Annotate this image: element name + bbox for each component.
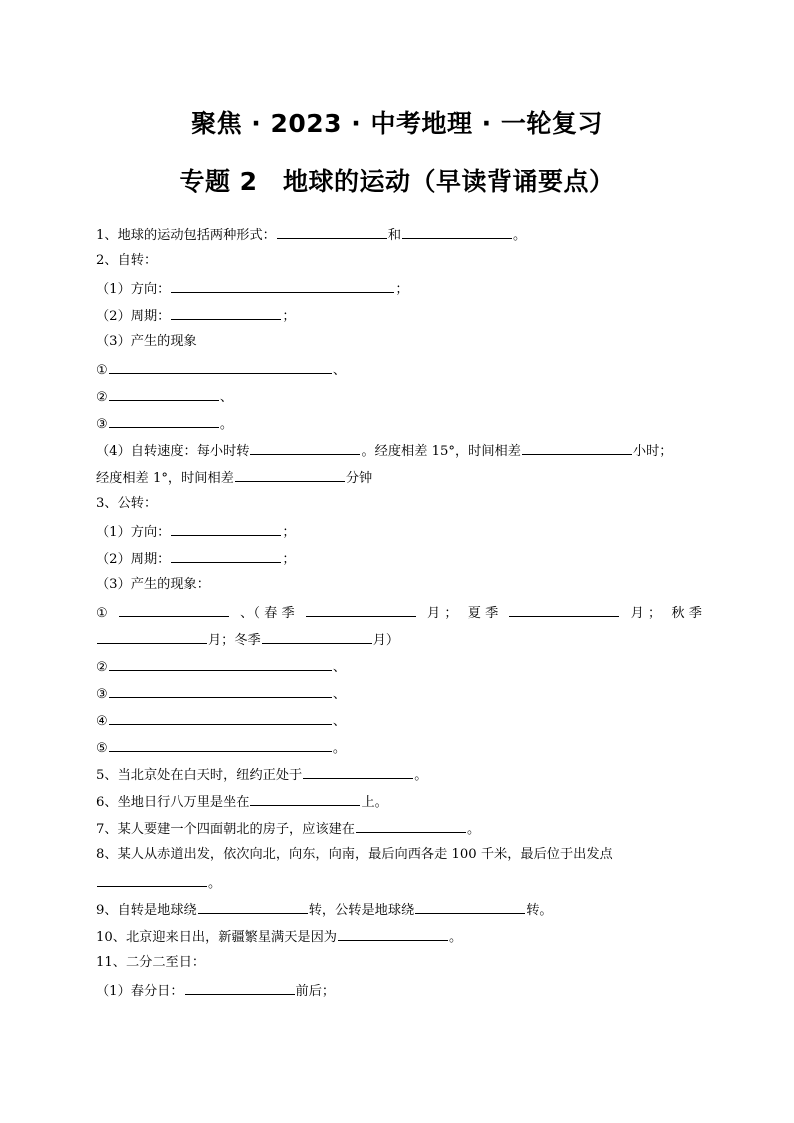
question-9: 9、自转是地球绕 转，公转是地球绕 转。 bbox=[96, 899, 702, 926]
revolution-phenomenon-5: ⑤ 。 bbox=[96, 737, 702, 764]
question-7: 7、某人要建一个四面朝北的房子，应该建在 。 bbox=[96, 818, 702, 845]
rotation-direction: （1）方向： ； bbox=[96, 278, 702, 305]
answer-blank[interactable] bbox=[277, 224, 387, 239]
revolution-period: （2）周期： ； bbox=[96, 548, 702, 575]
rotation-phenomenon-3: ③ 。 bbox=[96, 413, 702, 440]
answer-blank[interactable] bbox=[119, 602, 229, 617]
answer-blank[interactable] bbox=[356, 818, 466, 833]
answer-blank[interactable] bbox=[171, 305, 281, 320]
answer-blank[interactable] bbox=[171, 278, 394, 293]
rotation-period: （2）周期： ； bbox=[96, 305, 702, 332]
answer-blank[interactable] bbox=[97, 629, 207, 644]
revolution-phenomenon-1: ① 、（ 春 季 月 ； 夏 季 月 ； 秋 季 bbox=[96, 602, 702, 629]
rotation-phenomenon-2: ② 、 bbox=[96, 386, 702, 413]
answer-blank[interactable] bbox=[185, 980, 295, 995]
answer-blank[interactable] bbox=[97, 872, 207, 887]
revolution-phenomena-heading: （3）产生的现象： bbox=[96, 577, 210, 592]
question-11-heading: 11、二分二至日： bbox=[96, 955, 206, 970]
page-title: 聚焦 · 2023 · 中考地理 · 一轮复习 bbox=[191, 109, 603, 138]
rotation-speed-cont: 经度相差 1°，时间相差 分钟 bbox=[96, 467, 702, 494]
answer-blank[interactable] bbox=[171, 521, 281, 536]
answer-blank[interactable] bbox=[303, 764, 413, 779]
answer-blank[interactable] bbox=[402, 224, 512, 239]
answer-blank[interactable] bbox=[262, 629, 372, 644]
answer-blank[interactable] bbox=[250, 791, 360, 806]
revolution-phenomenon-3: ③ 、 bbox=[96, 683, 702, 710]
rotation-phenomenon-1: ① 、 bbox=[96, 359, 702, 386]
revolution-direction: （1）方向： ； bbox=[96, 521, 702, 548]
answer-blank[interactable] bbox=[109, 683, 332, 698]
spring-equinox: （1）春分日： 前后； bbox=[96, 980, 702, 1007]
rotation-speed: （4）自转速度：每小时转 。经度相差 15°，时间相差 小时； bbox=[96, 440, 702, 467]
answer-blank[interactable] bbox=[415, 899, 525, 914]
question-8: 8、某人从赤道出发，依次向北，向东，向南，最后向西各走 100 千米，最后位于出发点 bbox=[96, 847, 613, 862]
revolution-phenomenon-2: ② 、 bbox=[96, 656, 702, 683]
answer-blank[interactable] bbox=[109, 386, 219, 401]
answer-blank[interactable] bbox=[109, 737, 332, 752]
page-subtitle: 专题 2 地球的运动（早读背诵要点） bbox=[179, 167, 615, 196]
question-2-heading: 2、自转： bbox=[96, 253, 158, 268]
worksheet-body bbox=[96, 224, 702, 1007]
answer-blank[interactable] bbox=[198, 899, 308, 914]
revolution-phenomenon-4: ④ 、 bbox=[96, 710, 702, 737]
question-8-cont: 。 bbox=[96, 872, 702, 899]
answer-blank[interactable] bbox=[509, 602, 619, 617]
rotation-phenomena-heading: （3）产生的现象 bbox=[96, 334, 197, 349]
question-10: 10、北京迎来日出，新疆繁星满天是因为 。 bbox=[96, 926, 702, 953]
answer-blank[interactable] bbox=[338, 926, 448, 941]
question-1: 1、地球的运动包括两种形式： 和 。 bbox=[96, 224, 702, 251]
question-6: 6、坐地日行八万里是坐在 上。 bbox=[96, 791, 702, 818]
answer-blank[interactable] bbox=[250, 440, 360, 455]
question-5: 5、当北京处在白天时，纽约正处于 。 bbox=[96, 764, 702, 791]
answer-blank[interactable] bbox=[235, 467, 345, 482]
answer-blank[interactable] bbox=[109, 710, 332, 725]
answer-blank[interactable] bbox=[109, 413, 219, 428]
answer-blank[interactable] bbox=[171, 548, 281, 563]
revolution-phenomenon-1-cont: 月；冬季 月） bbox=[96, 629, 702, 656]
answer-blank[interactable] bbox=[522, 440, 632, 455]
answer-blank[interactable] bbox=[306, 602, 416, 617]
question-3-heading: 3、公转： bbox=[96, 496, 158, 511]
answer-blank[interactable] bbox=[109, 656, 332, 671]
answer-blank[interactable] bbox=[109, 359, 332, 374]
